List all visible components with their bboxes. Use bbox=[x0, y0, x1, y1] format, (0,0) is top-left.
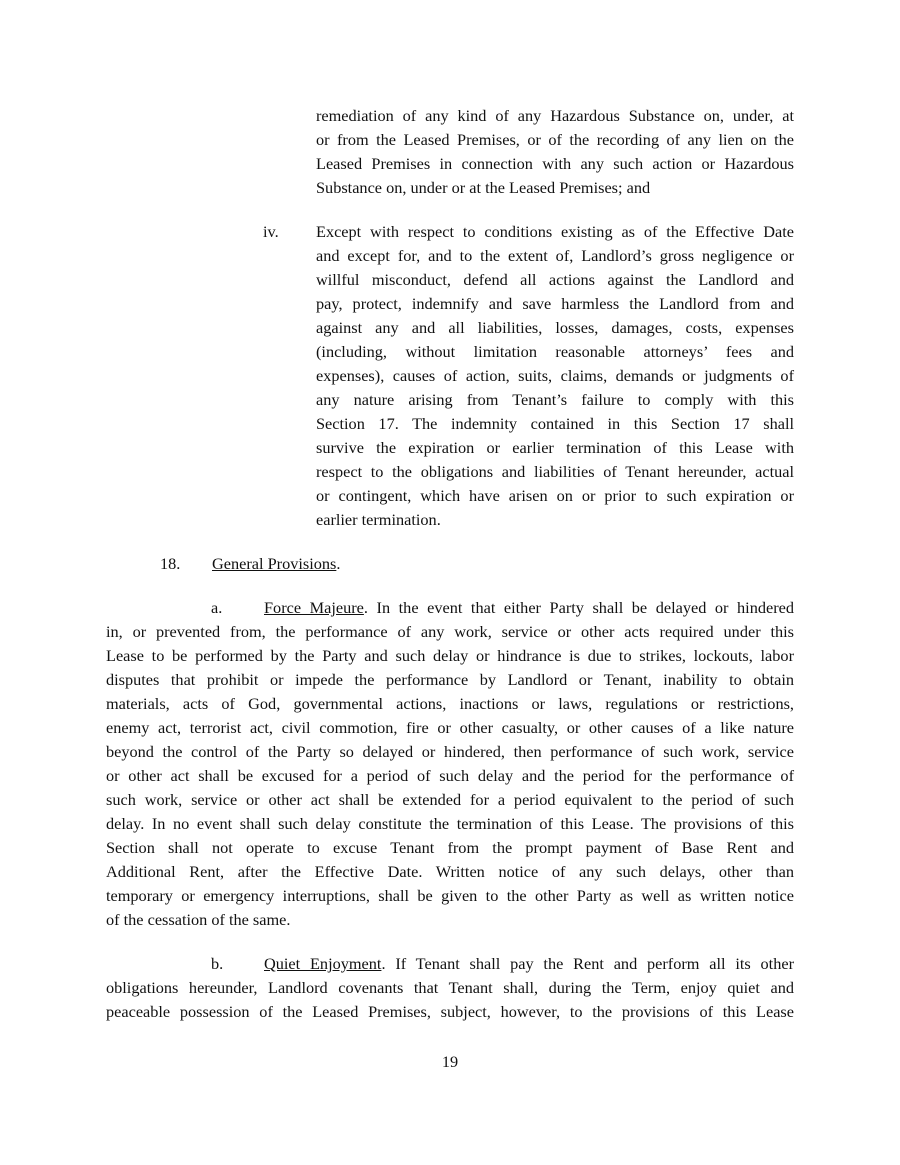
text-line: earlier termination. bbox=[316, 510, 441, 529]
text-line: beyond the control of the Party so delayed or hindered, then performance of such work, service bbox=[106, 742, 794, 761]
text-line bbox=[264, 600, 794, 616]
text-line: willful misconduct, defend all actions against the Landlord and bbox=[316, 270, 794, 289]
text-line: Additional Rent, after the Effective Date. Written notice of any such delays, other than bbox=[106, 862, 794, 881]
text-line: or from the Leased Premises, or of the recording of any lien on the bbox=[316, 130, 794, 149]
text-line: enemy act, terrorist act, civil commotion, fire or other casualty, or other causes of a like nature bbox=[106, 718, 794, 737]
page-number: 19 bbox=[441, 1052, 459, 1071]
text-line: (including, without limitation reasonable attorneys’ fees and bbox=[316, 342, 794, 361]
text-line: temporary or emergency interruptions, shall be given to the other Party as well as written notice bbox=[106, 886, 794, 905]
text-line: disputes that prohibit or impede the performance by Landlord or Tenant, inability to obtain bbox=[106, 670, 794, 689]
text-line: Section shall not operate to excuse Tenant from the prompt payment of Base Rent and bbox=[106, 838, 794, 857]
clause-first-line: . If Tenant shall pay the Rent and perform all its other bbox=[381, 954, 794, 973]
text-line: of the cessation of the same. bbox=[106, 910, 291, 929]
text-line: peaceable possession of the Leased Premises, subject, however, to the provisions of this Lease bbox=[106, 1002, 794, 1021]
text-line: remediation of any kind of any Hazardous Substance on, under, at bbox=[316, 106, 794, 125]
text-line: or contingent, which have arisen on or prior to such expiration or bbox=[316, 486, 794, 505]
text-line: materials, acts of God, governmental actions, inactions or laws, regulations or restrictions, bbox=[106, 694, 794, 713]
list-marker: iv. bbox=[263, 222, 279, 241]
text-line: survive the expiration or earlier termination of this Lease with bbox=[316, 438, 794, 457]
clause-marker: b. bbox=[211, 954, 224, 973]
text-line: Substance on, under or at the Leased Premises; and bbox=[316, 178, 651, 197]
section-number: 18. bbox=[160, 554, 181, 573]
text-line: delay. In no event shall such delay constitute the termination of this Lease. The provisions of this bbox=[106, 814, 794, 833]
text-line: such work, service or other act shall be extended for a period equivalent to the period of such bbox=[106, 790, 794, 809]
text-line: Lease to be performed by the Party and such delay or hindrance is due to strikes, lockouts, labor bbox=[106, 646, 794, 665]
clause-heading: Force Majeure bbox=[264, 598, 364, 617]
text-line: against any and all liabilities, losses, damages, costs, expenses bbox=[316, 318, 794, 337]
text-line: or other act shall be excused for a period of such delay and the period for the performance of bbox=[106, 766, 794, 785]
text-line: and except for, and to the extent of, Landlord’s gross negligence or bbox=[316, 246, 794, 265]
text-line: Except with respect to conditions existing as of the Effective Date bbox=[316, 222, 794, 241]
section-title-text: General Provisions bbox=[212, 554, 337, 573]
section-title-suffix: . bbox=[336, 554, 341, 573]
clause-marker: a. bbox=[211, 598, 223, 617]
text-line: pay, protect, indemnify and save harmless the Landlord from and bbox=[316, 294, 794, 313]
text-line: expenses), causes of action, suits, claims, demands or judgments of bbox=[316, 366, 794, 385]
section-title bbox=[212, 556, 340, 572]
text-line: Section 17. The indemnity contained in this Section 17 shall bbox=[316, 414, 794, 433]
text-line: any nature arising from Tenant’s failure to comply with this bbox=[316, 390, 794, 409]
text-line bbox=[264, 956, 794, 972]
text-line: obligations hereunder, Landlord covenants that Tenant shall, during the Term, enjoy quiet and bbox=[106, 978, 794, 997]
text-line: in, or prevented from, the performance of any work, service or other acts required under this bbox=[106, 622, 794, 641]
clause-first-line: . In the event that either Party shall be delayed or hindered bbox=[363, 598, 794, 617]
clause-heading: Quiet Enjoyment bbox=[264, 954, 382, 973]
text-line: Leased Premises in connection with any such action or Hazardous bbox=[316, 154, 794, 173]
text-line: respect to the obligations and liabilities of Tenant hereunder, actual bbox=[316, 462, 794, 481]
